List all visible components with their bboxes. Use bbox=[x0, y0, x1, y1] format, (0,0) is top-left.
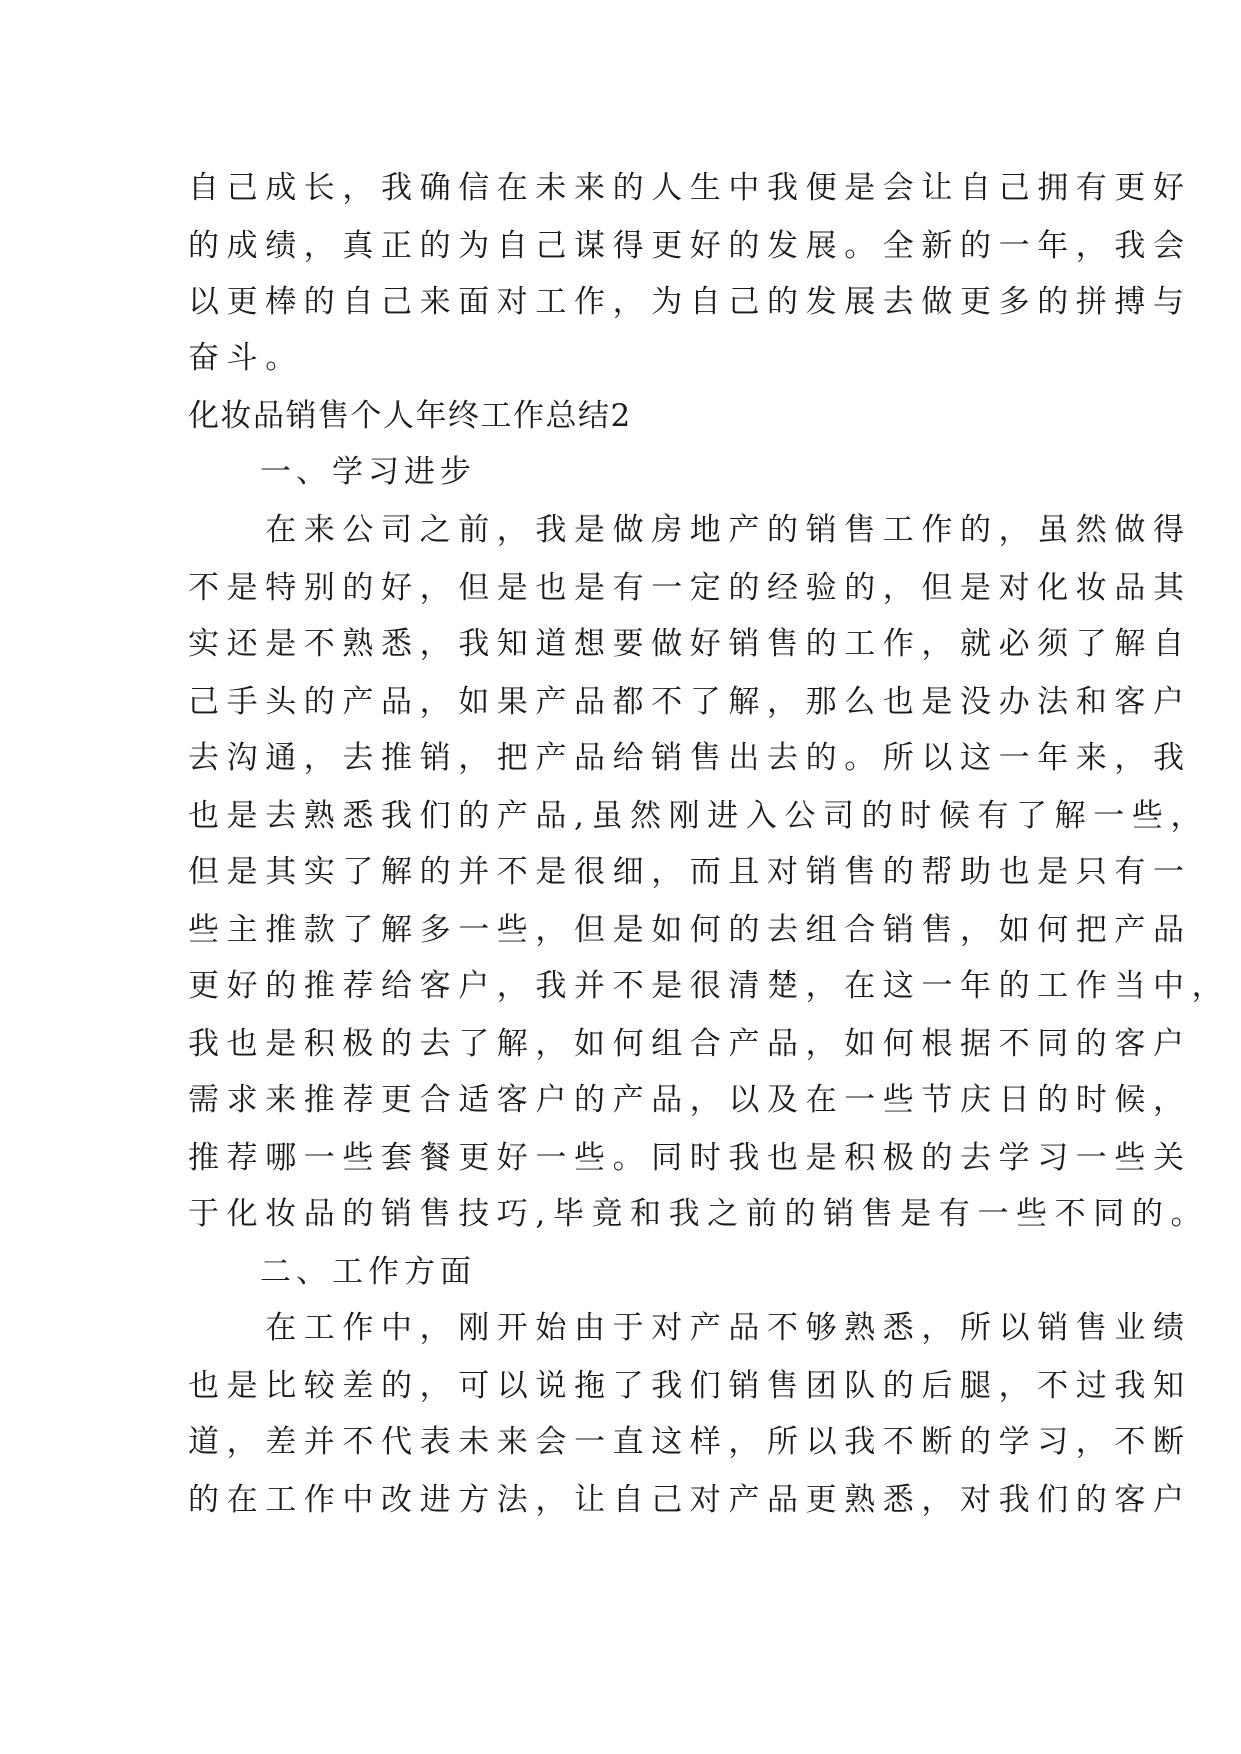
section-title: 化妆品销售个人年终工作总结2 bbox=[188, 398, 632, 434]
paragraph-line: 在来公司之前，我是做房地产的销售工作的，虽然做得 bbox=[188, 512, 1192, 548]
paragraph-line: 自己成长，我确信在未来的人生中我便是会让自己拥有更好 bbox=[188, 170, 1192, 206]
paragraph-line: 道，差并不代表未来会一直这样，所以我不断的学习，不断 bbox=[188, 1424, 1192, 1460]
paragraph-line: 需求来推荐更合适客户的产品，以及在一些节庆日的时候， bbox=[188, 1082, 1192, 1118]
paragraph-line: 奋斗。 bbox=[188, 340, 304, 376]
paragraph-line: 也是比较差的，可以说拖了我们销售团队的后腿，不过我知 bbox=[188, 1368, 1192, 1404]
paragraph-line: 实还是不熟悉，我知道想要做好销售的工作，就必须了解自 bbox=[188, 626, 1192, 662]
subsection-heading: 二、工作方面 bbox=[188, 1254, 476, 1290]
paragraph-line: 不是特别的好，但是也是有一定的经验的，但是对化妆品其 bbox=[188, 570, 1192, 606]
paragraph-line: 但是其实了解的并不是很细，而且对销售的帮助也是只有一 bbox=[188, 854, 1192, 890]
paragraph-line: 也是去熟悉我们的产品,虽然刚进入公司的时候有了解一些， bbox=[188, 798, 1210, 834]
paragraph-line: 于化妆品的销售技巧,毕竟和我之前的销售是有一些不同的。 bbox=[188, 1196, 1210, 1232]
paragraph-line: 的成绩，真正的为自己谋得更好的发展。全新的一年，我会 bbox=[188, 228, 1192, 264]
subsection-heading: 一、学习进步 bbox=[188, 454, 476, 490]
paragraph-line: 些主推款了解多一些，但是如何的去组合销售，如何把产品 bbox=[188, 912, 1192, 948]
paragraph-line: 在工作中，刚开始由于对产品不够熟悉，所以销售业绩 bbox=[188, 1310, 1192, 1346]
paragraph-line: 推荐哪一些套餐更好一些。同时我也是积极的去学习一些关 bbox=[188, 1140, 1192, 1176]
paragraph-line: 的在工作中改进方法，让自己对产品更熟悉，对我们的客户 bbox=[188, 1482, 1192, 1518]
paragraph-line: 更好的推荐给客户，我并不是很清楚，在这一年的工作当中， bbox=[188, 968, 1231, 1004]
paragraph-line: 去沟通，去推销，把产品给销售出去的。所以这一年来，我 bbox=[188, 740, 1192, 776]
paragraph-line: 以更棒的自己来面对工作，为自己的发展去做更多的拼搏与 bbox=[188, 284, 1192, 320]
paragraph-line: 我也是积极的去了解，如何组合产品，如何根据不同的客户 bbox=[188, 1026, 1192, 1062]
paragraph-line: 己手头的产品，如果产品都不了解，那么也是没办法和客户 bbox=[188, 684, 1192, 720]
